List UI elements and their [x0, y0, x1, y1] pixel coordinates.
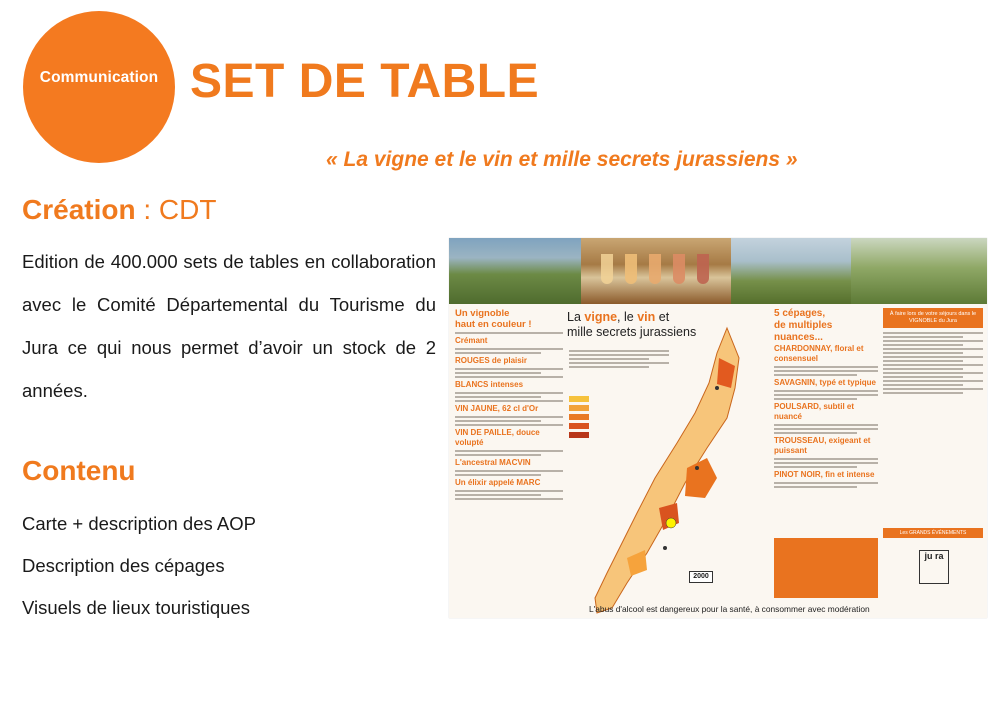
text-line [455, 494, 541, 496]
town-marker [663, 546, 667, 550]
jura-wines-footer [774, 538, 878, 598]
placemat-title-line2: mille secrets jurassiens [567, 325, 697, 339]
text-line [883, 336, 963, 338]
placemat-left-column [455, 308, 563, 502]
text-line [883, 368, 963, 370]
placemat-title-part: La [567, 310, 585, 324]
poulsard-heading: POULSARD, subtil et nuancé [774, 402, 855, 421]
text-line [455, 392, 563, 394]
chardonnay-heading: CHARDONNAY, floral et consensuel [774, 344, 864, 363]
text-line [774, 366, 878, 368]
text-line [455, 424, 563, 426]
glass-icon [601, 254, 613, 284]
text-line [455, 498, 563, 500]
text-line [774, 428, 878, 430]
text-line [774, 370, 878, 372]
village-photo [449, 238, 581, 304]
contenu-heading: Contenu [22, 455, 136, 486]
etoile-marker [666, 518, 676, 528]
page-title: SET DE TABLE [190, 55, 540, 108]
text-line [455, 352, 541, 354]
text-line [774, 458, 878, 460]
communication-badge [23, 11, 175, 163]
text-line [774, 390, 878, 392]
placemat-title-vin: vin [637, 310, 656, 324]
creation-description: Edition de 400.000 sets de tables en collaboration avec le Comité Départemental du Tourisme du Jura ce qui nous permet d’avoir un stock de 2 années. [22, 251, 436, 401]
text-line [455, 396, 541, 398]
alcohol-disclaimer: L'abus d'alcool est dangereux pour la santé, à consommer avec modération [589, 604, 870, 614]
text-line [455, 450, 563, 452]
vin-jaune-heading: VIN JAUNE, 62 cl d'Or [455, 404, 539, 413]
savagnin-heading: SAVAGNIN, typé et typique [774, 378, 876, 387]
blancs-heading: BLANCS intenses [455, 380, 524, 389]
text-line [883, 332, 983, 334]
text-line [455, 454, 541, 456]
text-line [455, 372, 541, 374]
cepages-heading: 5 cépages, [774, 308, 826, 319]
glass-icon [697, 254, 709, 284]
list-item: Description des cépages [22, 555, 225, 576]
creation-heading [22, 194, 216, 226]
text-line [883, 344, 963, 346]
text-line [455, 332, 563, 334]
text-line [455, 470, 563, 472]
text-line [883, 392, 963, 394]
text-line [883, 384, 963, 386]
text-line [883, 356, 983, 358]
harvest-photo [851, 238, 987, 304]
text-line [774, 486, 857, 488]
list-item: Carte + description des AOP [22, 513, 256, 534]
placemat-title-vigne: vigne [584, 310, 618, 324]
text-line [774, 424, 878, 426]
wine-glasses-photo [581, 238, 731, 304]
couleur-heading: haut en couleur ! [455, 319, 532, 330]
text-line [774, 432, 857, 434]
road-sign: 2000 [689, 571, 713, 583]
events-banner: Les GRANDS ÉVÉNEMENTS [883, 528, 983, 538]
text-line [774, 462, 878, 464]
macvin-heading: L'ancestral MACVIN [455, 458, 531, 467]
contenu-list [22, 512, 256, 638]
text-line [455, 416, 563, 418]
badge-label: Communication [39, 69, 159, 86]
creation-value: CDT [158, 194, 217, 225]
jura-logo: ju ra [919, 550, 949, 584]
text-line [883, 348, 983, 350]
placemat-title-part: , le [617, 310, 638, 324]
vineyard-region [595, 328, 739, 613]
vignoble-heading: Un vignoble [455, 308, 510, 319]
text-line [455, 368, 563, 370]
glass-icon [649, 254, 661, 284]
trousseau-heading: TROUSSEAU, exigeant et puissant [774, 436, 871, 455]
cremant-heading: Crémant [455, 336, 488, 345]
town-marker [695, 466, 699, 470]
list-item: Visuels de lieux touristiques [22, 597, 250, 618]
text-line [774, 482, 878, 484]
vineyard-landscape-photo [731, 238, 851, 304]
page-subtitle: « La vigne et le vin et mille secrets jurassiens » [326, 148, 798, 171]
side-panel-body [883, 332, 983, 394]
text-line [883, 364, 983, 366]
creation-separator: : [135, 194, 159, 225]
town-marker [715, 386, 719, 390]
text-line [455, 400, 563, 402]
text-line [774, 374, 857, 376]
creation-label: Création [22, 194, 136, 225]
vin-paille-heading: VIN DE PAILLE, douce volupté [455, 428, 540, 447]
text-line [883, 352, 963, 354]
text-line [455, 348, 563, 350]
placemat-side-panel [883, 308, 983, 396]
text-line [774, 398, 857, 400]
text-line [774, 394, 878, 396]
cepages-subheading: de multiples nuances... [774, 320, 833, 343]
placemat-image [449, 238, 987, 618]
glass-icon [673, 254, 685, 284]
text-line [883, 360, 963, 362]
text-line [883, 380, 983, 382]
side-panel-header: À faire lors de votre séjours dans le VIGNOBLE du Jura [883, 308, 983, 328]
text-line [883, 376, 963, 378]
text-line [774, 466, 857, 468]
text-line [455, 490, 563, 492]
placemat-title-part: et [655, 310, 670, 324]
text-line [455, 474, 541, 476]
text-line [455, 420, 541, 422]
text-line [883, 372, 983, 374]
text-line [883, 388, 983, 390]
rouges-heading: ROUGES de plaisir [455, 356, 528, 365]
marc-heading: Un élixir appelé MARC [455, 478, 541, 487]
glass-icon [625, 254, 637, 284]
placemat-right-column [774, 308, 878, 490]
jura-wine-map [567, 318, 767, 618]
text-line [883, 340, 983, 342]
pinot-heading: PINOT NOIR, fin et intense [774, 470, 875, 479]
text-line [455, 376, 563, 378]
